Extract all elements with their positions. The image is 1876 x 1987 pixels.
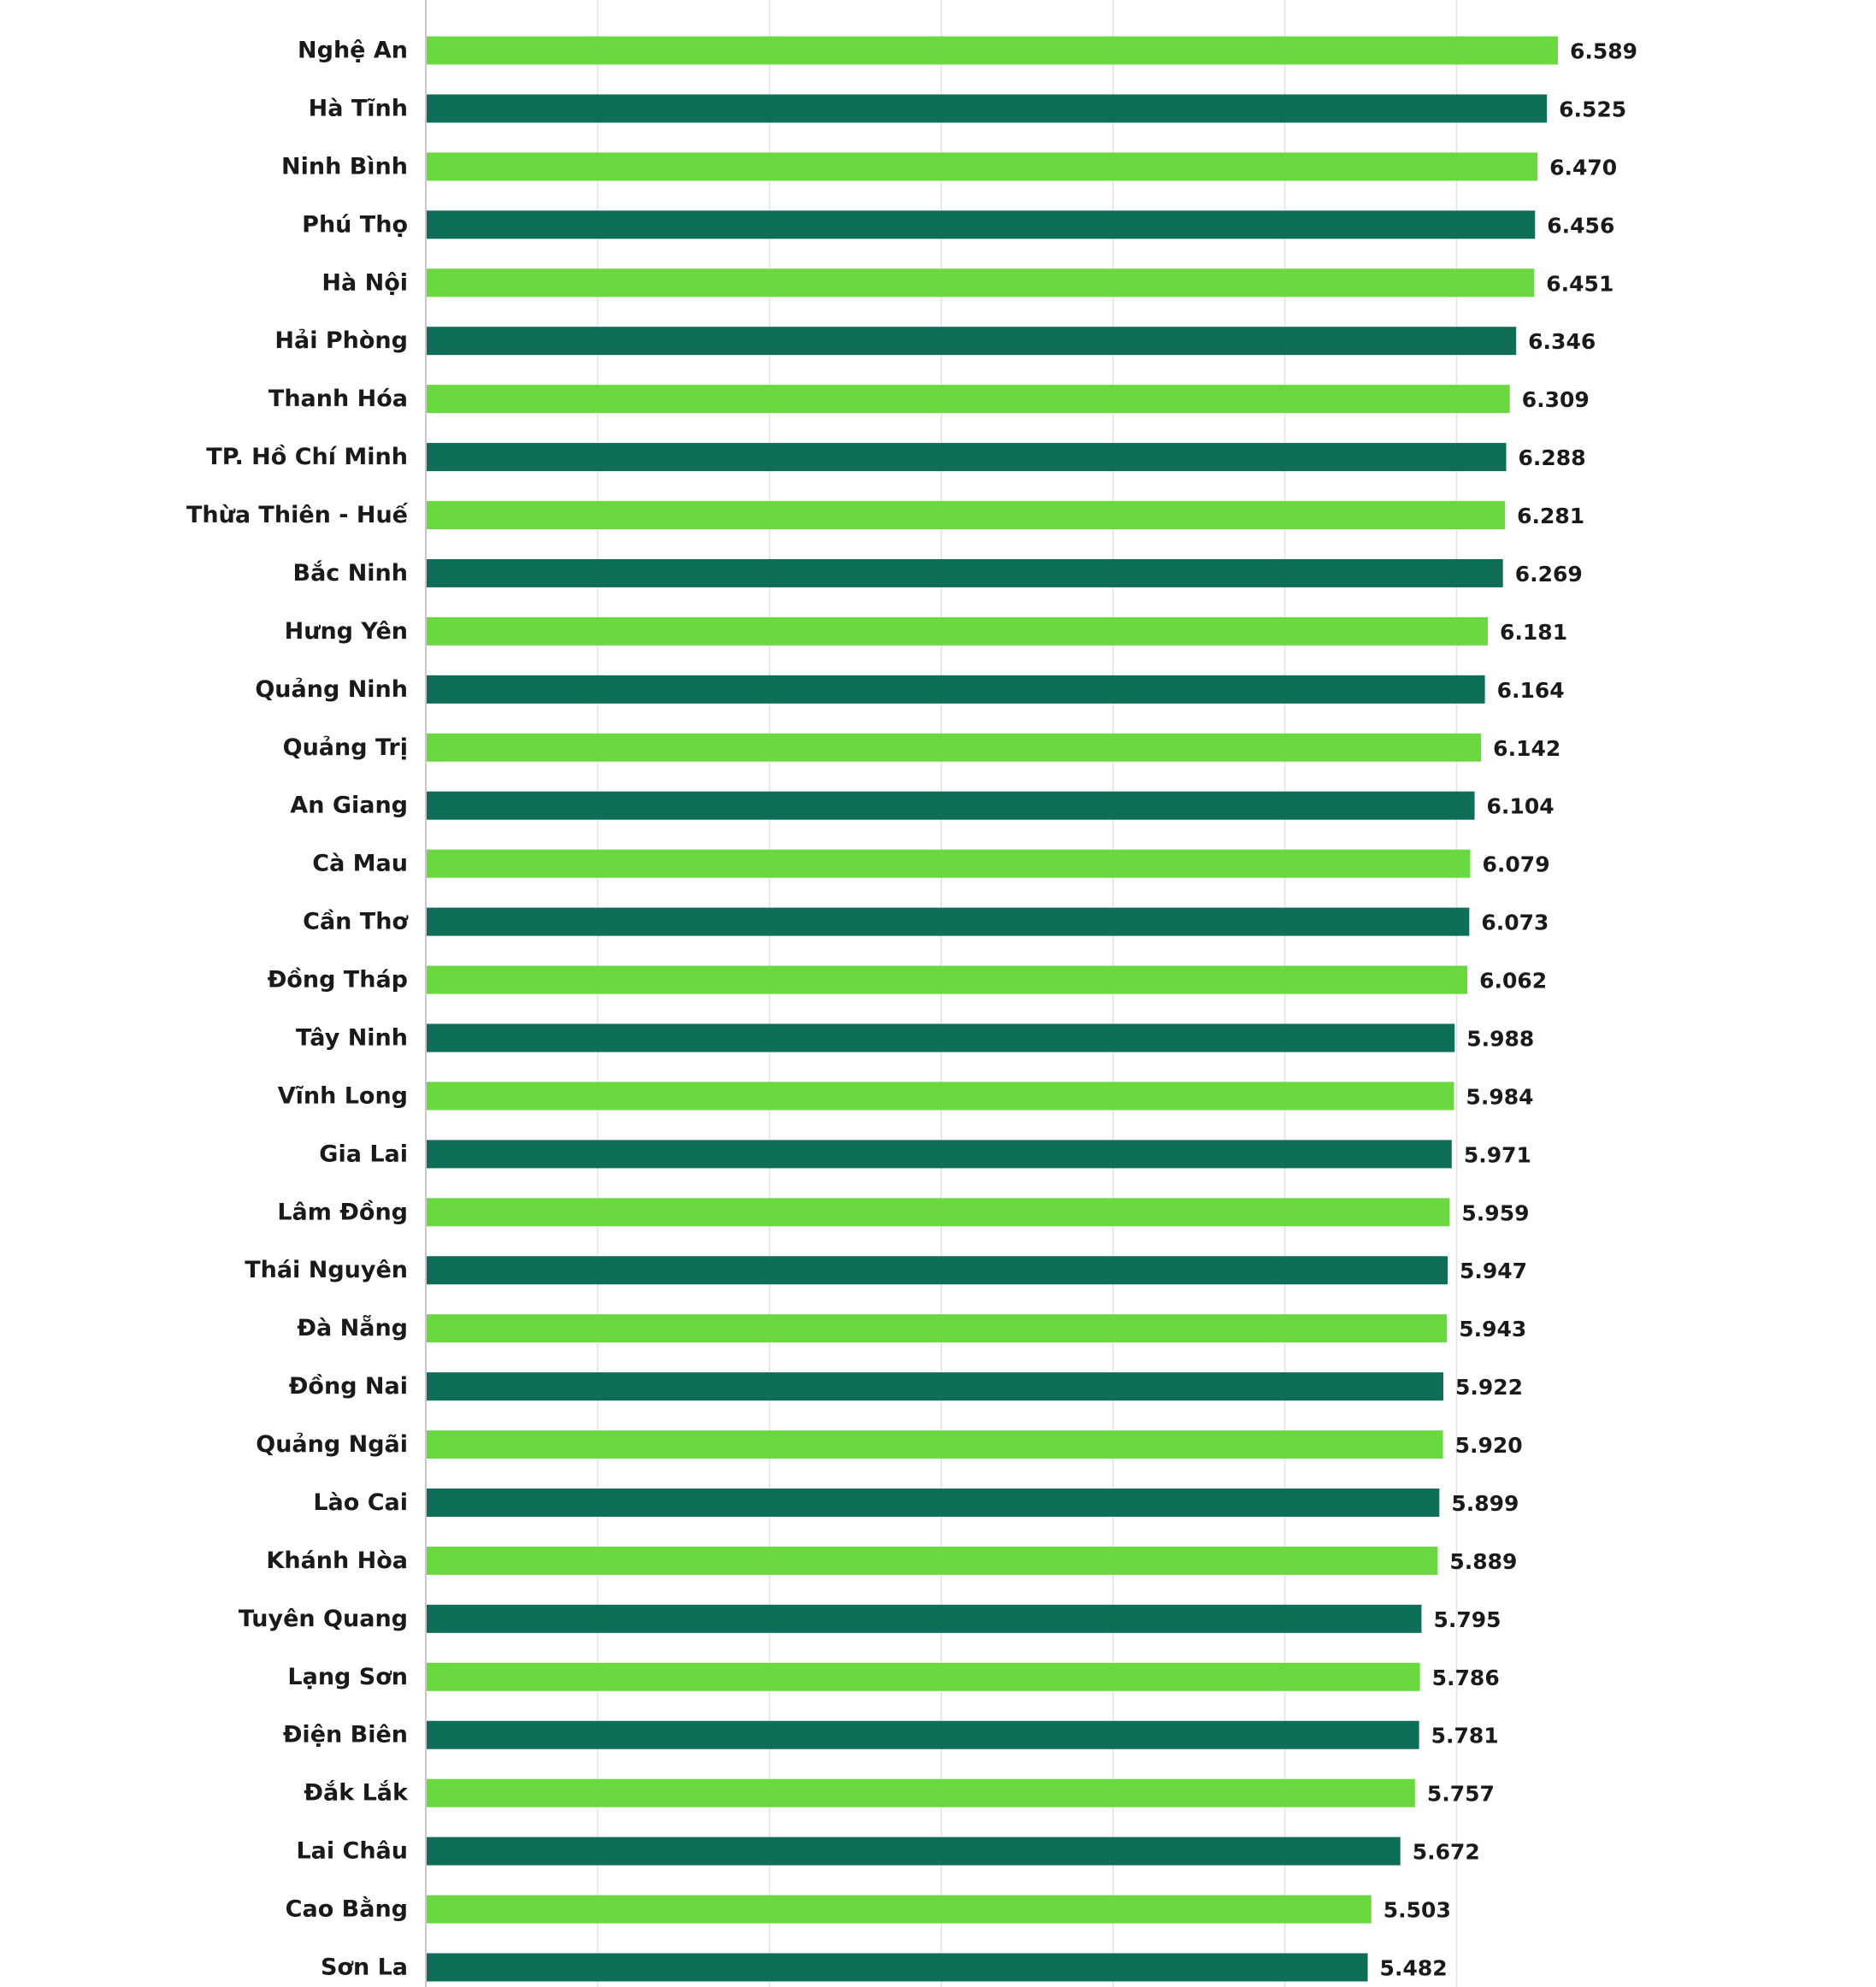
category-label-23: Đồng Nai	[288, 1373, 408, 1400]
bar-3	[426, 210, 1535, 239]
value-label-23: 5.922	[1454, 1375, 1524, 1400]
value-label-7: 6.288	[1518, 445, 1586, 471]
bar-11	[426, 675, 1485, 704]
category-label-28: Lạng Sơn	[287, 1663, 408, 1690]
value-label-14: 6.079	[1482, 852, 1550, 877]
value-label-26: 5.889	[1449, 1548, 1518, 1574]
category-label-13: An Giang	[290, 792, 408, 819]
bar-1	[426, 94, 1547, 122]
category-label-9: Bắc Ninh	[292, 559, 408, 587]
bar-31	[426, 1837, 1401, 1866]
category-label-17: Tây Ninh	[296, 1024, 408, 1052]
value-label-13: 6.104	[1486, 793, 1554, 819]
category-label-7: TP. Hồ Chí Minh	[206, 444, 408, 471]
value-label-19: 5.971	[1463, 1142, 1531, 1168]
value-label-30: 5.757	[1426, 1781, 1495, 1807]
value-label-2: 6.470	[1549, 155, 1618, 180]
value-label-11: 6.164	[1496, 677, 1565, 703]
bar-21	[426, 1256, 1448, 1284]
value-label-33: 5.482	[1379, 1955, 1448, 1981]
category-label-5: Hải Phòng	[274, 327, 408, 355]
value-label-3: 6.456	[1547, 213, 1615, 239]
value-label-22: 5.943	[1459, 1317, 1527, 1342]
value-label-10: 6.181	[1500, 619, 1568, 645]
bar-22	[426, 1314, 1447, 1342]
value-label-5: 6.346	[1528, 329, 1596, 355]
bar-8	[426, 501, 1505, 529]
bar-7	[426, 443, 1507, 471]
bar-33	[426, 1954, 1368, 1982]
category-label-25: Lào Cai	[313, 1489, 408, 1516]
value-label-1: 6.525	[1559, 97, 1627, 122]
value-label-21: 5.947	[1459, 1259, 1528, 1284]
category-label-33: Sơn La	[320, 1954, 408, 1981]
bar-14	[426, 850, 1471, 878]
bar-32	[426, 1896, 1372, 1924]
value-label-25: 5.899	[1451, 1490, 1519, 1516]
category-label-8: Thừa Thiên - Huế	[186, 502, 408, 529]
category-label-11: Quảng Ninh	[255, 675, 408, 703]
category-label-20: Lâm Đồng	[277, 1199, 408, 1226]
bar-17	[426, 1023, 1454, 1052]
value-label-27: 5.795	[1433, 1607, 1501, 1632]
value-label-32: 5.503	[1383, 1897, 1451, 1923]
category-label-31: Lai Châu	[296, 1837, 408, 1865]
bar-4	[426, 268, 1534, 297]
value-label-12: 6.142	[1493, 735, 1561, 761]
category-label-4: Hà Nội	[322, 269, 408, 297]
value-label-0: 6.589	[1570, 38, 1638, 64]
value-label-17: 5.988	[1466, 1026, 1535, 1052]
value-label-18: 5.984	[1466, 1084, 1534, 1110]
bar-24	[426, 1430, 1443, 1459]
category-label-2: Ninh Bình	[281, 153, 408, 180]
category-label-27: Tuyên Quang	[238, 1605, 408, 1632]
value-label-4: 6.451	[1546, 271, 1614, 297]
category-label-16: Đồng Tháp	[267, 966, 408, 994]
category-label-21: Thái Nguyên	[245, 1257, 408, 1284]
value-label-28: 5.786	[1431, 1665, 1500, 1690]
value-label-31: 5.672	[1412, 1839, 1480, 1865]
category-label-22: Đà Nẵng	[297, 1315, 408, 1342]
bar-16	[426, 966, 1467, 994]
category-label-12: Quảng Trị	[282, 734, 408, 761]
value-label-20: 5.959	[1461, 1200, 1530, 1226]
category-label-18: Vĩnh Long	[277, 1082, 408, 1110]
value-label-15: 6.073	[1481, 910, 1549, 935]
category-label-6: Thanh Hóa	[268, 386, 408, 413]
value-label-9: 6.269	[1514, 561, 1583, 587]
bar-5	[426, 327, 1516, 355]
bar-2	[426, 152, 1537, 180]
category-label-26: Khánh Hòa	[266, 1547, 408, 1574]
category-label-15: Cần Thơ	[303, 908, 408, 935]
bar-27	[426, 1605, 1421, 1633]
category-label-3: Phú Thọ	[302, 211, 408, 239]
category-label-29: Điện Biên	[282, 1721, 408, 1748]
bar-19	[426, 1140, 1452, 1168]
bar-0	[426, 37, 1558, 65]
category-label-0: Nghệ An	[298, 37, 408, 64]
bar-18	[426, 1082, 1454, 1110]
category-label-1: Hà Tĩnh	[308, 95, 408, 122]
value-label-16: 6.062	[1479, 968, 1548, 994]
category-label-24: Quảng Ngãi	[256, 1431, 408, 1459]
value-label-8: 6.281	[1517, 504, 1585, 529]
bar-6	[426, 385, 1510, 413]
bar-30	[426, 1779, 1415, 1807]
category-label-19: Gia Lai	[319, 1141, 408, 1168]
bar-15	[426, 908, 1469, 936]
bar-layer	[426, 37, 1561, 1982]
value-label-24: 5.920	[1454, 1433, 1523, 1459]
category-label-32: Cao Bằng	[285, 1896, 408, 1923]
category-label-14: Cà Mau	[312, 850, 408, 877]
bar-26	[426, 1547, 1437, 1575]
bar-25	[426, 1489, 1439, 1517]
bar-13	[426, 792, 1475, 820]
bar-28	[426, 1663, 1420, 1691]
bar-29	[426, 1721, 1419, 1749]
bar-12	[426, 734, 1481, 762]
category-label-30: Đắk Lắk	[304, 1779, 408, 1807]
bar-9	[426, 559, 1503, 587]
category-label-10: Hưng Yên	[284, 617, 408, 645]
bar-20	[426, 1198, 1449, 1226]
value-label-29: 5.781	[1431, 1723, 1499, 1748]
bar-10	[426, 617, 1488, 646]
bar-23	[426, 1372, 1443, 1400]
value-label-6: 6.309	[1521, 387, 1590, 413]
